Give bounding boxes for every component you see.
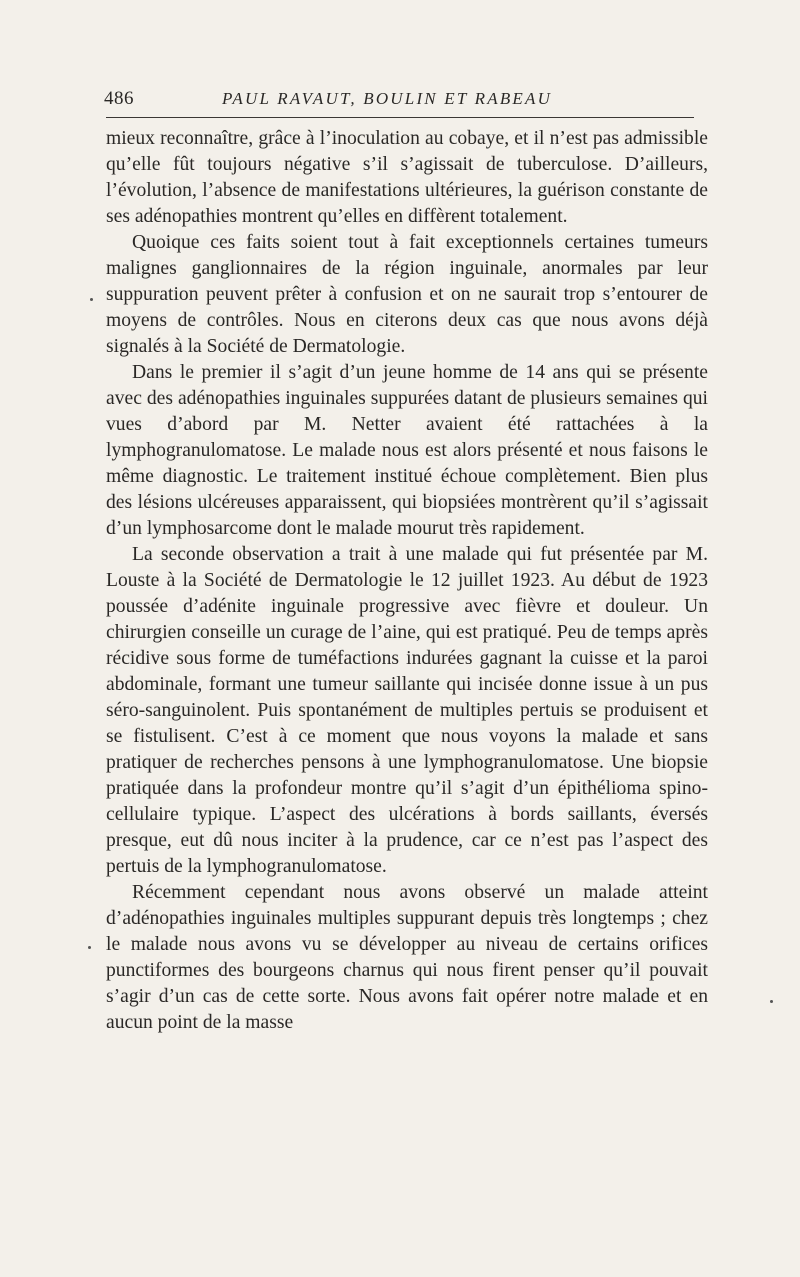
body-text — [106, 126, 708, 1036]
paragraph-4: La seconde observation a trait à une malade qui fut présentée par M. Louste à la Société de Dermatologie le 12 juillet 1923. Au début de 1923 poussée d’adénite inguinale progressive avec fièvre et douleur. Un chirurgien conseille un curage de l’aine, qui est pratiqué. Peu de temps après récidive sous forme de tuméfactions indurées gagnant la cuisse et la paroi abdominale, formant une tumeur saillante qui incisée donne issue à un pus séro-sanguinolent. Puis spontanément de multiples pertuis se produisent et se fistulisent. C’est à ce moment que nous voyons la malade et sans pratiquer de recherches pensons à une lymphogranulomatose. Une biopsie pratiquée dans la profondeur montre qu’il s’agit d’un épithélioma spino-cellulaire typique. L’aspect des ulcérations à bords saillants, éversés presque, eut dû nous inciter à la prudence, car ce n’est pas l’aspect des pertuis de la lymphogranulomatose. — [106, 544, 708, 877]
paragraph-1: mieux reconnaître, grâce à l’inoculation au cobaye, et il n’est pas admissible qu’elle fût toujours négative s’il s’agissait de tuberculose. D’ailleurs, l’évolution, l’absence de manifestations ultérieures, la guérison constante de ses adénopathies montrent qu’elles en diffèrent totalement. — [106, 128, 708, 227]
margin-speck — [770, 1000, 773, 1003]
paragraph-5: Récemment cependant nous avons observé un malade atteint d’adénopathies inguinales multiples suppurant depuis très longtemps ; chez le malade nous avons vu se développer au niveau de certains orifices punctiformes des bourgeons charnus qui nous firent penser qu’il pouvait s’agir d’un cas de cette sorte. Nous avons fait opérer notre malade et en aucun point de la masse — [106, 882, 708, 1033]
margin-speck — [88, 946, 91, 949]
paragraph-3: Dans le premier il s’agit d’un jeune homme de 14 ans qui se présente avec des adénopathies inguinales suppurées datant de plusieurs semaines qui vues d’abord par M. Netter avaient été rattachées à la lymphogranulomatose. Le malade nous est alors présenté et nous faisons le même diagnostic. Le traitement institué échoue complètement. Bien plus des lésions ulcéreuses apparaissent, qui biopsiées montrèrent qu’il s’agissait d’un lymphosarcome dont le malade mourut très rapidement. — [106, 362, 708, 539]
page-number: 486 — [104, 88, 134, 109]
paragraph-2: Quoique ces faits soient tout à fait exceptionnels certaines tumeurs malignes ganglionnaires de la région inguinale, anormales par leur suppuration peuvent prêter à confusion et on ne saurait trop s’entourer de moyens de contrôles. Nous en citerons deux cas que nous avons déjà signalés à la Société de Dermatologie. — [106, 232, 708, 357]
header-rule — [106, 117, 694, 118]
running-title: PAUL RAVAUT, BOULIN ET RABEAU — [222, 89, 553, 108]
page-header — [104, 88, 712, 116]
margin-speck — [90, 298, 93, 301]
